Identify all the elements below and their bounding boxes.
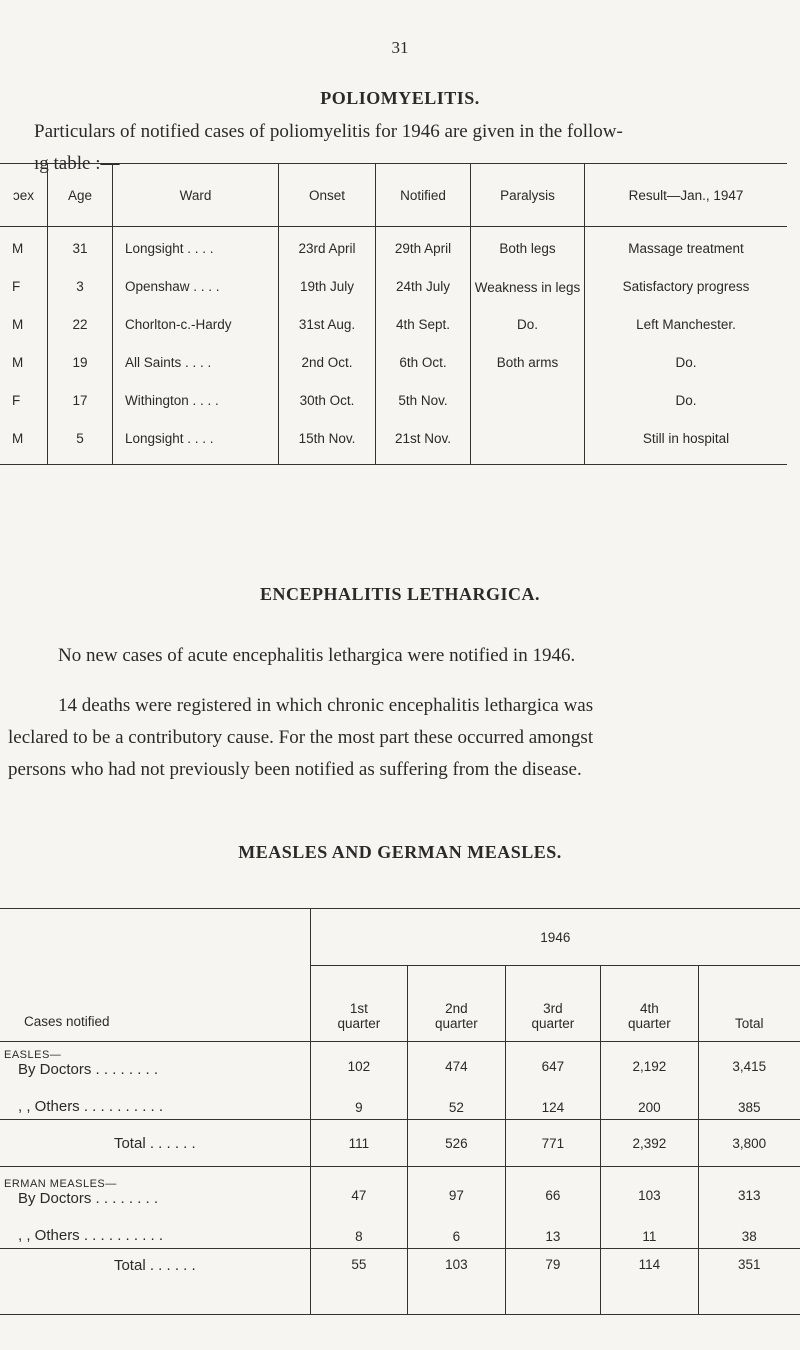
table-row (0, 379, 787, 417)
header-q2-line2: quarter (434, 1016, 478, 1031)
cell-value: 3,415 (698, 1042, 800, 1079)
encephalitis-para2-line1: 14 deaths were registered in which chronic encephalitis lethargica was (58, 695, 594, 716)
cell-onset: 31st Aug. (279, 303, 376, 341)
cell-result: Do. (585, 341, 788, 379)
table-row (0, 1167, 800, 1208)
header-q1-line1: 1st (349, 1001, 368, 1016)
header-result: Result—Jan., 1947 (585, 164, 788, 227)
cell-onset: 15th Nov. (279, 417, 376, 465)
table-row-total (0, 1249, 800, 1315)
table-header-row-year (0, 909, 800, 966)
cell-age: 17 (48, 379, 113, 417)
header-q3-line1: 3rd (543, 1001, 563, 1016)
cell-value: 124 (505, 1078, 601, 1120)
table-row (0, 417, 787, 465)
header-q1 (310, 966, 407, 1042)
cell-value: 9 (310, 1078, 407, 1120)
cell-ward: Withington . . . . (113, 379, 279, 417)
cell-result: Do. (585, 379, 788, 417)
cell-ward: All Saints . . . . (113, 341, 279, 379)
cell-age: 3 (48, 265, 113, 303)
cell-value: 102 (310, 1042, 407, 1079)
cell-value: 55 (310, 1249, 407, 1315)
cell-value: 111 (310, 1120, 407, 1167)
cell-value: 103 (408, 1249, 505, 1315)
cell-value: 351 (698, 1249, 800, 1315)
encephalitis-para1: No new cases of acute encephalitis lethargica were notified in 1946. (58, 645, 576, 666)
cell-paralysis: Both arms (471, 341, 585, 379)
group-label-german-measles: ERMAN MEASLES— (4, 1178, 117, 1190)
row-label: , , Others . . . . . . . . . . (18, 1098, 164, 1115)
header-q2-line1: 2nd (445, 1001, 468, 1016)
table-row (0, 341, 787, 379)
cell-value: 52 (408, 1078, 505, 1120)
cell-notified: 5th Nov. (376, 379, 471, 417)
cell-ward: Longsight . . . . (113, 227, 279, 266)
cell-ward: Openshaw . . . . (113, 265, 279, 303)
cell-result: Still in hospital (585, 417, 788, 465)
cell-value: 2,392 (601, 1120, 698, 1167)
header-q1-line2: quarter (337, 1016, 381, 1031)
header-sex: ɔex (0, 164, 48, 227)
header-q3 (505, 966, 601, 1042)
table-row (0, 1042, 800, 1079)
row-label: By Doctors . . . . . . . . (18, 1061, 159, 1078)
table-header-row (0, 164, 787, 227)
cell-sex: F (12, 393, 21, 408)
cell-age: 19 (48, 341, 113, 379)
cell-paralysis (471, 379, 585, 417)
page-number: 31 (391, 38, 409, 57)
year-header: 1946 (310, 909, 800, 966)
cell-sex: M (12, 241, 24, 256)
header-ward: Ward (113, 164, 279, 227)
cell-sex: M (0, 417, 48, 465)
row-label-total: Total . . . . . . (0, 1120, 310, 1167)
cell-notified: 6th Oct. (376, 341, 471, 379)
cell-value: 6 (408, 1207, 505, 1249)
measles-table (0, 908, 800, 1315)
cell-value: 66 (505, 1167, 601, 1208)
table-row (0, 1078, 800, 1120)
header-q3-line2: quarter (531, 1016, 575, 1031)
poliomyelitis-table (0, 163, 787, 465)
cell-notified: 24th July (376, 265, 471, 303)
cell-value: 526 (408, 1120, 505, 1167)
cell-age: 5 (48, 417, 113, 465)
cell-paralysis: Do. (471, 303, 585, 341)
header-onset: Onset (279, 164, 376, 227)
cell-value: 771 (505, 1120, 601, 1167)
cases-notified-label: Cases notified (0, 909, 310, 1042)
cell-onset: 30th Oct. (279, 379, 376, 417)
header-paralysis: Paralysis (471, 164, 585, 227)
cell-result: Satisfactory progress (585, 265, 788, 303)
cell-notified: 21st Nov. (376, 417, 471, 465)
table-row (0, 303, 787, 341)
cell-value: 647 (505, 1042, 601, 1079)
cell-value: 79 (505, 1249, 601, 1315)
header-age: Age (48, 164, 113, 227)
table-row (0, 227, 787, 266)
cell-value: 8 (310, 1207, 407, 1249)
cell-result: Massage treatment (585, 227, 788, 266)
cell-sex: M (12, 317, 24, 332)
polio-intro-line2: ıg table :— (34, 153, 120, 174)
cell-value: 3,800 (698, 1120, 800, 1167)
cell-value: 114 (601, 1249, 698, 1315)
table-row (0, 1207, 800, 1249)
cell-value: 11 (601, 1207, 698, 1249)
encephalitis-heading: ENCEPHALITIS LETHARGICA. (259, 584, 541, 604)
cell-ward: Chorlton-c.-Hardy (113, 303, 279, 341)
header-q2 (408, 966, 505, 1042)
cell-value: 38 (698, 1207, 800, 1249)
cell-value: 2,192 (601, 1042, 698, 1079)
table-row (0, 265, 787, 303)
cell-value: 200 (601, 1078, 698, 1120)
cell-paralysis: Both legs (471, 227, 585, 266)
cell-sex: F (12, 279, 21, 294)
group-label-measles: EASLES— (4, 1049, 62, 1061)
cell-paralysis: Weakness in legs (471, 265, 585, 303)
cell-value: 13 (505, 1207, 601, 1249)
cell-value: 385 (698, 1078, 800, 1120)
encephalitis-para2-line3: persons who had not previously been notified as suffering from the disease. (8, 759, 582, 780)
cell-onset: 19th July (279, 265, 376, 303)
encephalitis-para2-line2: leclared to be a contributory cause. For the most part these occurred amongst (8, 727, 594, 748)
cell-notified: 4th Sept. (376, 303, 471, 341)
cell-onset: 2nd Oct. (279, 341, 376, 379)
cell-ward: Longsight . . . . (113, 417, 279, 465)
header-total: Total (698, 966, 800, 1042)
table-row-total (0, 1120, 800, 1167)
row-label: , , Others . . . . . . . . . . (18, 1227, 164, 1244)
header-q4-line2: quarter (627, 1016, 671, 1031)
cell-value: 313 (698, 1167, 800, 1208)
polio-intro-line1: Particulars of notified cases of poliomyelitis for 1946 are given in the follow- (34, 121, 623, 142)
measles-heading: MEASLES AND GERMAN MEASLES. (238, 842, 562, 862)
cell-value: 97 (408, 1167, 505, 1208)
row-label-total: Total . . . . . . (0, 1249, 310, 1315)
cell-sex: M (12, 355, 24, 370)
cell-value: 47 (310, 1167, 407, 1208)
cell-result: Left Manchester. (585, 303, 788, 341)
cell-value: 103 (601, 1167, 698, 1208)
cell-age: 31 (48, 227, 113, 266)
cell-paralysis (471, 417, 585, 465)
cell-notified: 29th April (376, 227, 471, 266)
header-notified: Notified (376, 164, 471, 227)
header-q4 (601, 966, 698, 1042)
poliomyelitis-heading: POLIOMYELITIS. (320, 88, 480, 108)
row-label: By Doctors . . . . . . . . (18, 1190, 159, 1207)
header-q4-line1: 4th (639, 1001, 659, 1016)
cell-value: 474 (408, 1042, 505, 1079)
cell-onset: 23rd April (279, 227, 376, 266)
cell-age: 22 (48, 303, 113, 341)
